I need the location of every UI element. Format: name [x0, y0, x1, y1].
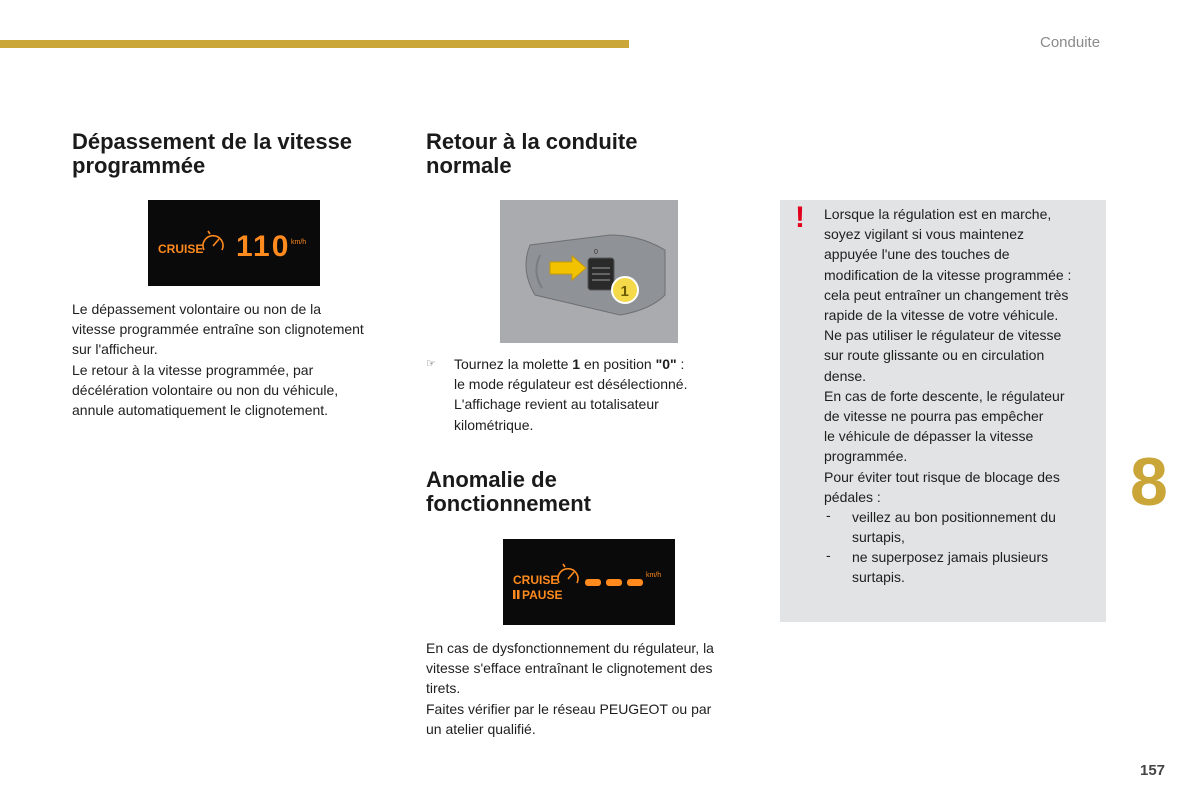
- text-line: Le dépassement volontaire ou non de la: [72, 301, 322, 317]
- warning-exclamation-icon: !: [795, 201, 805, 234]
- cruise-pause-display: [503, 539, 675, 625]
- speedometer-icon: [203, 231, 223, 250]
- text-line: Le retour à la vitesse programmée, par: [72, 361, 314, 378]
- list-item: [852, 507, 1056, 547]
- text-fragment: Tournez la molette: [454, 356, 573, 372]
- text-line: sur route glissante ou en circulation: [824, 347, 1045, 364]
- callout-number: 1: [620, 283, 629, 300]
- display-graphic: [503, 539, 675, 625]
- speedometer-icon: [558, 564, 578, 583]
- text-line: Lorsque la régulation est en marche,: [824, 206, 1052, 222]
- text-line: tirets.: [426, 680, 461, 697]
- page-number: 157: [1140, 762, 1166, 779]
- text-line: Pour éviter tout risque de blocage des: [824, 468, 1060, 485]
- text-line: En cas de forte descente, le régulateur: [824, 387, 1065, 404]
- heading-line: Anomalie de: [426, 467, 557, 492]
- text-line: pédales :: [824, 488, 881, 505]
- stalk-illustration: [500, 200, 678, 343]
- unit-label: km/h: [646, 572, 662, 579]
- text-line: Ne pas utiliser le régulateur de vitesse: [824, 327, 1062, 344]
- paragraph-anomalie: [426, 638, 714, 739]
- display-graphic: [148, 200, 320, 286]
- bold-fragment: "0": [655, 356, 677, 372]
- dash-segment: [585, 579, 601, 586]
- text-line: dense.: [824, 367, 867, 384]
- text-line: annule automatiquement le clignotement.: [72, 402, 329, 419]
- text-line: ne superposez jamais plusieurs: [852, 549, 1049, 565]
- speed-digits: 110: [236, 230, 291, 263]
- section-title: Conduite: [1040, 34, 1101, 51]
- dash-segment: [606, 579, 622, 586]
- text-line: décélération volontaire ou non du véhicule,: [72, 381, 339, 398]
- header-gold-bar: [0, 40, 629, 48]
- text-fragment: en position: [580, 356, 656, 372]
- text-line: surtapis.: [852, 569, 905, 586]
- text-line: kilométrique.: [454, 416, 534, 433]
- list-item: [852, 547, 1048, 587]
- cruise-label: CRUISE: [158, 242, 204, 256]
- text-line: veillez au bon positionnement du: [852, 509, 1056, 525]
- text-line: vitesse s'efface entraînant le clignotement des: [426, 660, 713, 677]
- heading-line: programmée: [72, 153, 206, 178]
- cruise-speed-display: [148, 200, 320, 286]
- heading-depassement: [72, 130, 352, 178]
- pointer-bullet-icon: ☞: [426, 358, 436, 370]
- dash-segment: [627, 579, 643, 586]
- text-line: le véhicule de dépasser la vitesse: [824, 428, 1034, 445]
- text-line: sur l'afficheur.: [72, 341, 158, 358]
- unit-label: km/h: [291, 239, 307, 246]
- text-line: surtapis,: [852, 529, 905, 546]
- text-line: de vitesse ne pourra pas empêcher: [824, 408, 1044, 425]
- text-line: vitesse programmée entraîne son clignotement: [72, 321, 364, 338]
- heading-line: normale: [426, 153, 512, 178]
- text-line: cela peut entraîner un changement très: [824, 286, 1069, 303]
- text-line: modification de la vitesse programmée :: [824, 266, 1072, 283]
- cruise-label: CRUISE: [513, 573, 559, 587]
- bold-fragment: 1: [572, 356, 581, 372]
- text-line: Faites vérifier par le réseau PEUGEOT ou par: [426, 700, 712, 717]
- heading-retour: [426, 130, 637, 178]
- text-line: [454, 354, 687, 374]
- text-line: appuyée l'une des touches de: [824, 246, 1010, 263]
- chapter-number: 8: [1130, 444, 1168, 520]
- text-line: le mode régulateur est désélectionné.: [454, 376, 688, 393]
- heading-line: Retour à la conduite: [426, 129, 638, 154]
- text-line: soyez vigilant si vous maintenez: [824, 226, 1024, 243]
- list-dash: -: [826, 507, 831, 523]
- steering-stalk-photo: [500, 200, 678, 343]
- text-line: rapide de la vitesse de votre véhicule.: [824, 307, 1059, 324]
- pause-label: PAUSE: [522, 588, 563, 602]
- list-dash: -: [826, 547, 831, 563]
- warning-text: [824, 204, 1071, 507]
- text-line: un atelier qualifié.: [426, 720, 536, 737]
- paragraph-depassement: [72, 299, 364, 420]
- text-fragment: :: [676, 356, 685, 372]
- text-line: L'affichage revient au totalisateur: [454, 396, 659, 413]
- heading-anomalie: [426, 468, 591, 516]
- instruction-text: [454, 354, 687, 435]
- position-zero-label: 0: [594, 249, 598, 256]
- text-line: programmée.: [824, 448, 908, 465]
- heading-line: fonctionnement: [426, 491, 591, 516]
- heading-line: Dépassement de la vitesse: [72, 129, 353, 154]
- text-line: En cas de dysfonctionnement du régulateur, la: [426, 640, 714, 656]
